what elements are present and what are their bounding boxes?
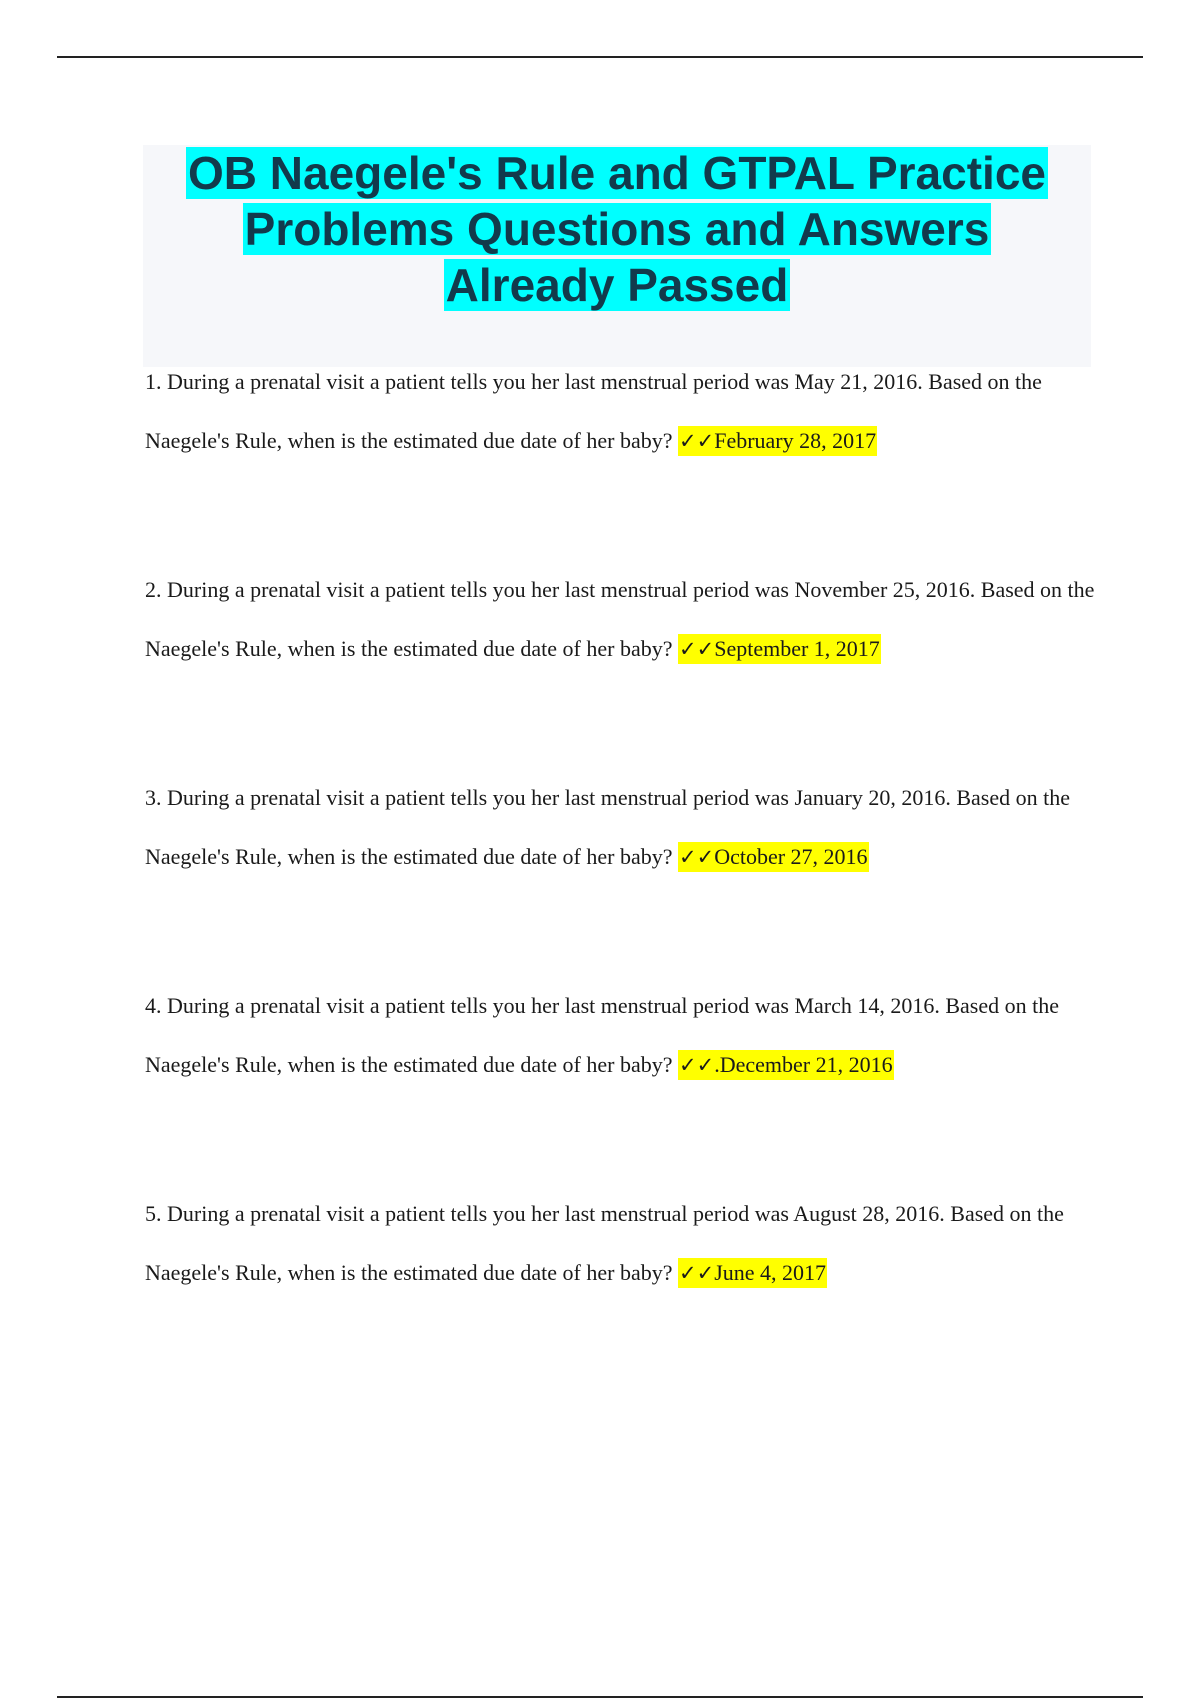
answer-text: October 27, 2016	[714, 844, 868, 869]
title-line: OB Naegele's Rule and GTPAL Practice	[188, 147, 1046, 199]
question-item	[145, 560, 1105, 679]
answer-highlight	[678, 1050, 894, 1080]
question-text: 5. During a prenatal visit a patient tells you her last menstrual period was August 28, 2016. Based on the Naegele's Rule, when is the estimated due date of her baby?	[145, 1201, 1064, 1285]
page-bottom-rule	[57, 1696, 1143, 1698]
question-item	[145, 976, 1105, 1095]
document-title	[143, 145, 1091, 313]
question-text: 2. During a prenatal visit a patient tells you her last menstrual period was November 25, 2016. Based on the Naegele's Rule, when is the estimated due date of her baby?	[145, 577, 1095, 661]
title-line: Problems Questions and Answers	[244, 203, 990, 255]
answer-highlight	[678, 634, 881, 664]
double-check-icon: ✓✓	[679, 845, 715, 869]
question-text: 3. During a prenatal visit a patient tells you her last menstrual period was January 20, 2016. Based on the Naegele's Rule, when is the estimated due date of her baby?	[145, 785, 1070, 869]
answer-highlight	[678, 426, 877, 456]
answer-highlight	[678, 842, 869, 872]
question-item	[145, 1184, 1105, 1303]
answer-text: .December 21, 2016	[714, 1052, 893, 1077]
question-text: 4. During a prenatal visit a patient tells you her last menstrual period was March 14, 2016. Based on the Naegele's Rule, when is the estimated due date of her baby?	[145, 993, 1059, 1077]
double-check-icon: ✓✓	[679, 429, 715, 453]
answer-highlight	[678, 1258, 827, 1288]
title-line: Already Passed	[445, 259, 789, 311]
answer-text: February 28, 2017	[714, 428, 877, 453]
double-check-icon: ✓✓	[679, 1053, 715, 1077]
question-item	[145, 352, 1105, 471]
title-block	[143, 145, 1091, 367]
question-text: 1. During a prenatal visit a patient tells you her last menstrual period was May 21, 2016. Based on the Naegele's Rule, when is the estimated due date of her baby?	[145, 369, 1042, 453]
question-item	[145, 768, 1105, 887]
answer-text: September 1, 2017	[714, 636, 880, 661]
double-check-icon: ✓✓	[679, 1261, 715, 1285]
double-check-icon: ✓✓	[679, 637, 715, 661]
page-top-rule	[57, 56, 1143, 58]
answer-text: June 4, 2017	[714, 1260, 827, 1285]
